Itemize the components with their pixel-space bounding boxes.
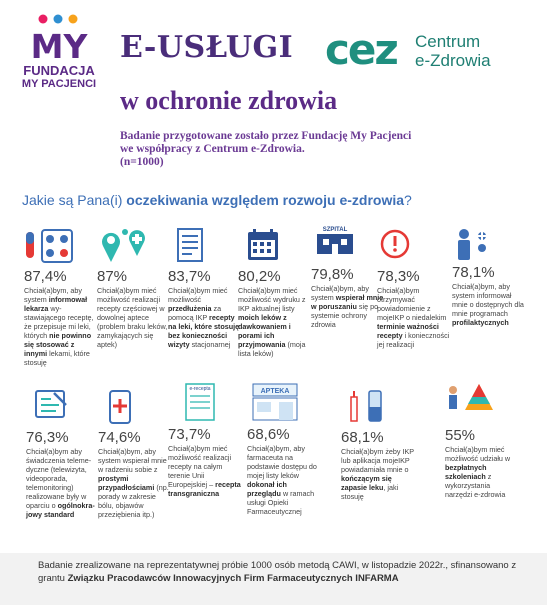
cez-line1: Centrum xyxy=(415,32,481,51)
stat-description: Chciał(a)bym mieć możliwość realizacji recepty na całym terenie Unii Europejskiej – recepta transgraniczna xyxy=(168,444,241,498)
stat-description: Chciał(a)bym aby świadczenia telemedyczne (telewizyta, videoporada, telemonitoring) realizowane były w oparciu o ogólnokrajowy standard xyxy=(26,447,95,519)
stat-value: 55% xyxy=(445,427,476,444)
stat-value: 79,8% xyxy=(311,266,354,283)
stat-description: Chciał(a)bym mieć możliwość realizacji recepty częściowej w dowolnej aptece (problem braku leków, zamykających się aptek) xyxy=(97,286,168,349)
stat-value: 83,7% xyxy=(168,268,211,285)
svg-text:e-recepta: e-recepta xyxy=(189,386,211,392)
cez-mark: cez xyxy=(325,25,397,74)
alert-icon xyxy=(377,228,437,264)
stat-value: 68,1% xyxy=(341,429,384,446)
stat-description: Chciał(a)bym mieć możliwość udziału w bezpłatnych szkoleniach z wykorzystania narzędzi e-zdrowia xyxy=(445,445,511,499)
study-description xyxy=(120,130,450,169)
stat-description: Chciał(a)bym, aby system wspierał mnie w poruszaniu się po systemie ochrony zdrowia xyxy=(311,284,384,329)
my-logo-icon xyxy=(30,14,88,66)
study-line2: we współpracy z Centrum e-Zdrowia. xyxy=(120,143,305,155)
calendar-icon xyxy=(238,228,298,264)
cez-line2: e-Zdrowia xyxy=(415,51,491,70)
stat-description: Chciał(a)bym, aby system informował lekarza wystawiającego receptę, że przepisuje mi leki, których nie powinno się stosować z innymi lekami, które stosuję xyxy=(24,286,94,367)
prescription-document-icon xyxy=(168,228,228,264)
survey-question: Jakie są Pana(i) oczekiwania względem rozwoju e-zdrowia? xyxy=(22,192,412,208)
hospital-icon xyxy=(311,222,371,258)
cez-logo xyxy=(325,26,515,76)
stat-value: 76,3% xyxy=(26,429,69,446)
stat-value: 78,1% xyxy=(452,264,495,281)
my-pacjenci-label: MY PACJENCI xyxy=(21,78,97,90)
study-line3: (n=1000) xyxy=(120,156,164,168)
footer-note xyxy=(0,553,547,605)
fundacja-logo xyxy=(18,14,100,100)
stat-description: Chciał(a)bym, aby system informował mnie o dostępnych dla mnie programach profilaktycznych xyxy=(452,282,524,327)
stat-description: Chciał(a)bym, aby farmaceuta na podstawie dostępu do mojej listy leków dokonał ich przeglądu w ramach usługi Opieki Farmaceutycznej xyxy=(247,444,317,516)
footer-text: Badanie zrealizowane na reprezentatywnej próbie 1000 osób metodą CAWI, w listopadzie 2022r., sfinansowano z grantu Związku Pracodawców Innowacyjnych Firm Farmaceutycznych INFARMA xyxy=(38,560,517,584)
e-prescription-icon xyxy=(168,382,228,422)
phone-plus-icon xyxy=(98,389,158,425)
pharmacy-pin-icon xyxy=(97,228,157,264)
pills-icon xyxy=(24,228,84,264)
page-subtitle: w ochronie zdrowia xyxy=(120,86,338,115)
svg-text:MY: MY xyxy=(30,27,88,66)
person-steps-icon xyxy=(452,228,512,264)
stat-description: Chciał(a)bym, aby system wspierał mnie w radzeniu sobie z prostymi przypadłościami (np. porady w zakresie bólu, objawów przeziębienia itp.) xyxy=(98,447,169,519)
stat-value: 87% xyxy=(97,268,128,285)
syringe-vial-icon xyxy=(341,389,401,425)
stat-value: 68,6% xyxy=(247,426,290,443)
stat-description: Chciał(a)bym mieć możliwość wydruku z IKP aktualnej listy moich leków z dawkowaniem i porami ich przyjmowania (moja lista leków) xyxy=(238,286,306,358)
stat-value: 87,4% xyxy=(24,268,67,285)
telemedicine-icon xyxy=(26,389,86,425)
stat-description: Chciał(a)bym mieć możliwość przedłużenia za pomocą IKP recepty na leki, które stosuję bez konieczności wizyty stacjonarnej xyxy=(168,286,240,349)
page-title: E-USŁUGI xyxy=(120,30,294,65)
pharmacy-icon xyxy=(247,382,307,422)
training-pyramid-icon xyxy=(445,380,505,416)
svg-text:APTEKA: APTEKA xyxy=(260,388,290,395)
stat-description: Chciał(a)bym otrzymywać powiadomienie z mojeIKP o niedalekim terminie ważności recepty i konieczności jej realizacji xyxy=(377,286,450,349)
stat-value: 73,7% xyxy=(168,426,211,443)
stat-description: Chciał(a)bym żeby IKP lub aplikacja mojeIKP powiadamiała mnie o kończącym się zapasie leku, jaki stosuję xyxy=(341,447,414,501)
study-line1: Badanie przygotowane zostało przez Fundację My Pacjenci xyxy=(120,130,412,142)
stat-value: 74,6% xyxy=(98,429,141,446)
stat-value: 78,3% xyxy=(377,268,420,285)
svg-text:SZPITAL: SZPITAL xyxy=(322,227,348,233)
fundacja-label: FUNDACJA xyxy=(23,63,95,78)
stat-value: 80,2% xyxy=(238,268,281,285)
